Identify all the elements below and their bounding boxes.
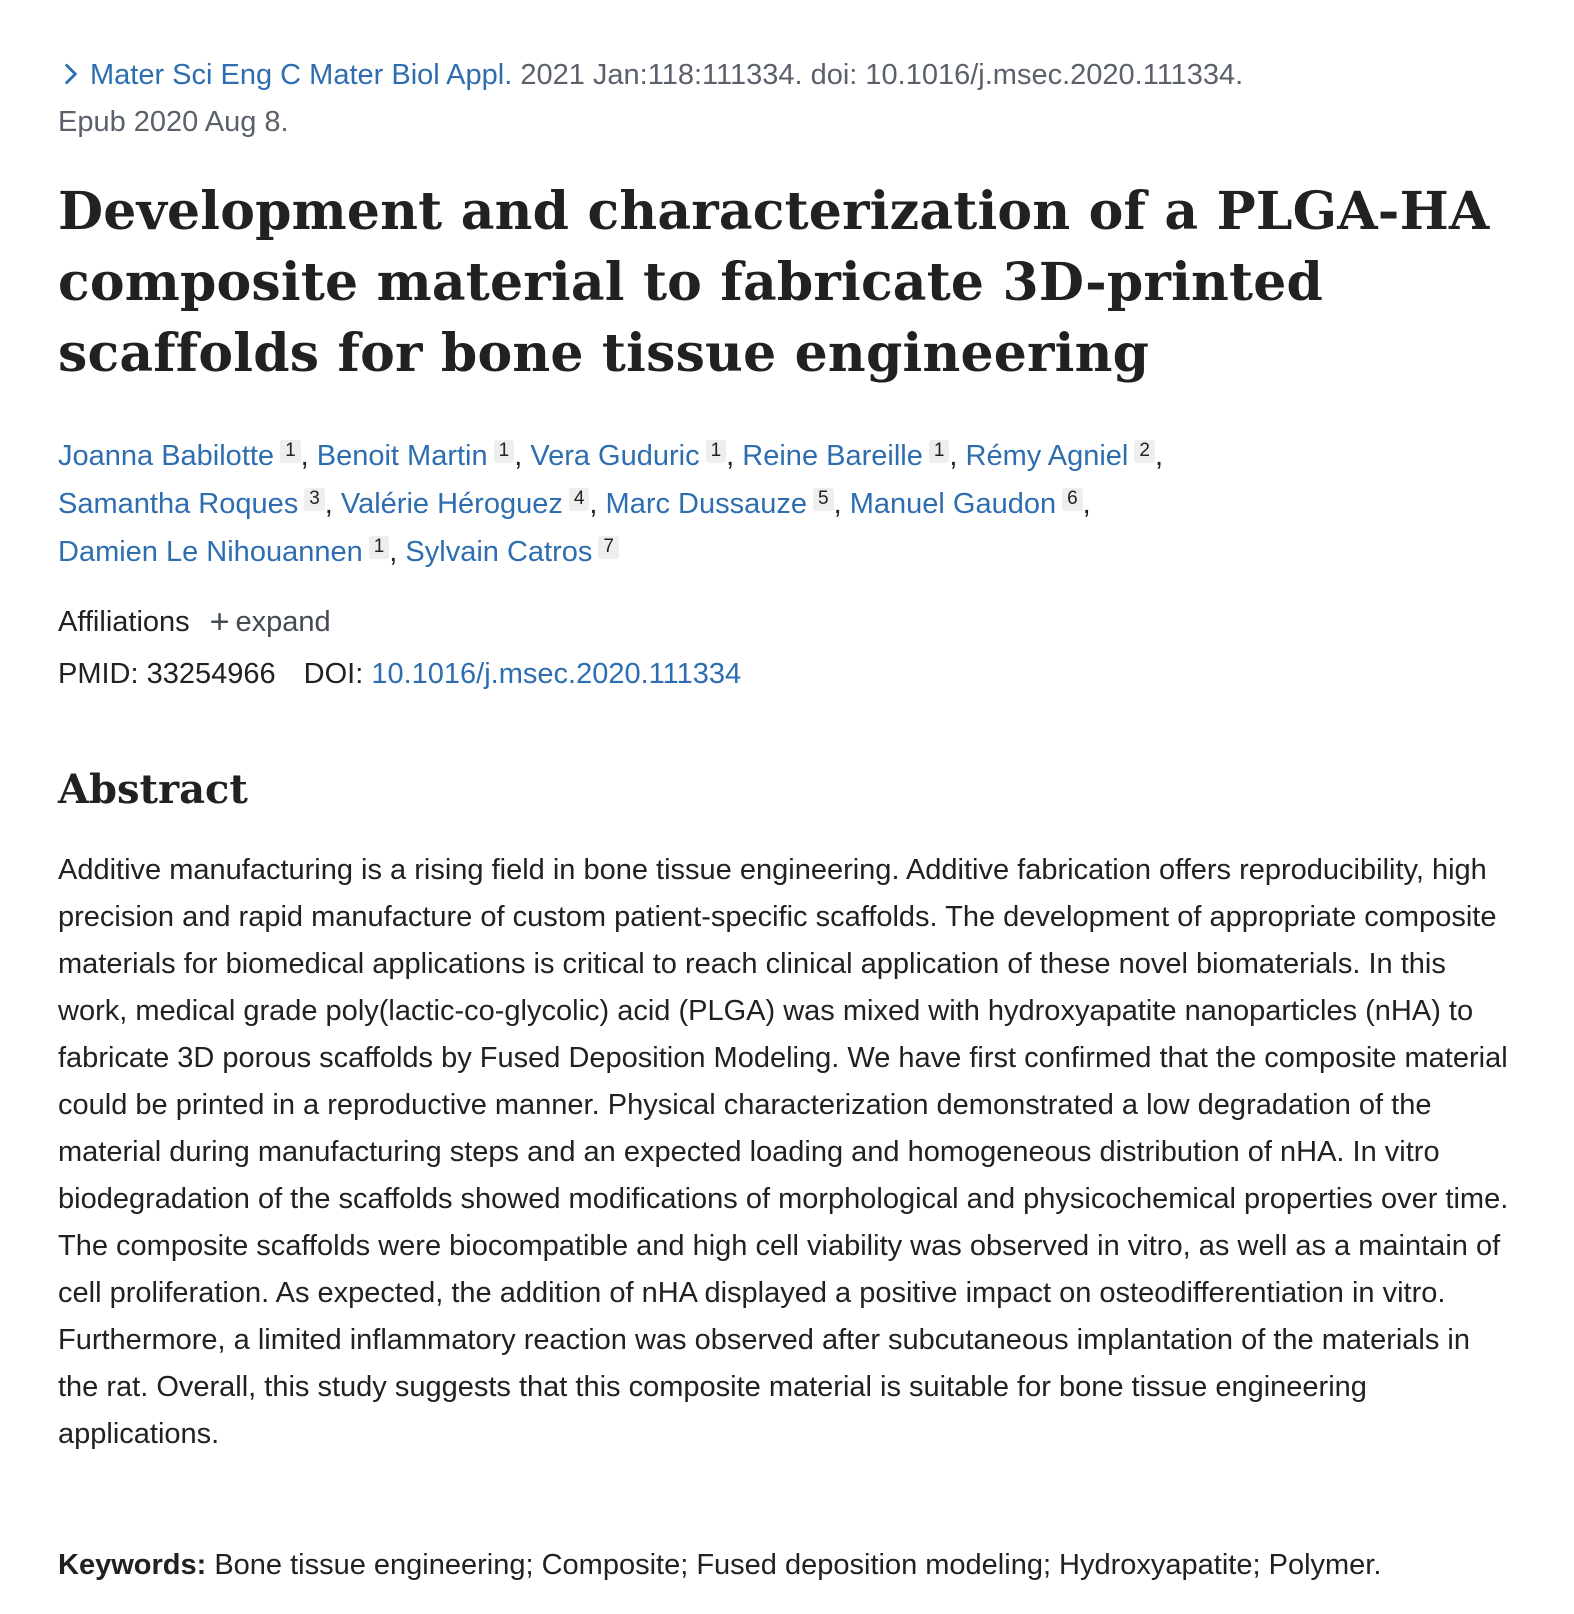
keywords-text: Bone tissue engineering; Composite; Fused deposition modeling; Hydroxyapatite; Polymer. [206,1549,1382,1581]
author-link[interactable]: Manuel Gaudon [849,488,1057,520]
author-list [58,432,1518,576]
epub-date: Epub 2020 Aug 8. [58,106,289,138]
author-item: Joanna Babilotte 1 , [58,440,317,472]
author-item: Rémy Agniel 2 , [965,440,1163,472]
journal-link[interactable]: Mater Sci Eng C Mater Biol Appl. [90,59,513,91]
author-item: Reine Bareille 1 , [742,440,966,472]
affiliation-number[interactable]: 1 [280,440,301,463]
author-link[interactable]: Vera Guduric [530,440,700,472]
article-title: Development and characterization of a PLGA-HA composite material to fabricate 3D-printed scaffolds for bone tissue engineering [58,181,1490,384]
identifiers-row [58,654,741,694]
author-item: Damien Le Nihouannen 1 , [58,536,406,568]
affiliation-number[interactable]: 2 [1134,440,1155,463]
author-link[interactable]: Joanna Babilotte [58,440,275,472]
affiliation-number[interactable]: 3 [304,488,325,511]
author-item: Valérie Héroguez 4 , [340,488,606,520]
author-link[interactable]: Benoit Martin [316,440,488,472]
author-link[interactable]: Marc Dussauze [605,488,808,520]
author-link[interactable]: Reine Bareille [742,440,923,472]
author-item: Benoit Martin 1 , [316,440,531,472]
affiliation-number[interactable]: 6 [1062,488,1083,511]
author-link[interactable]: Rémy Agniel [965,440,1129,472]
keywords [58,1542,1518,1589]
author-item: Marc Dussauze 5 , [605,488,850,520]
affiliations-label: Affiliations [58,606,190,638]
author-link[interactable]: Valérie Héroguez [340,488,563,520]
pmid-value: 33254966 [146,658,276,690]
affiliation-number[interactable]: 7 [598,536,619,559]
abstract-text: Additive manufacturing is a rising field in bone tissue engineering. Additive fabrication offers reproducibility, high precision and rapid manufacture of custom patient-specific scaffolds. The development of appropriate composite materials for biomedical applications is critical to reach clinical application of these novel biomaterials. In this work, medical grade poly(lactic-co-glycolic) acid (PLGA) was mixed with hydroxyapatite nanoparticles (nHA) to fabricate 3D porous scaffolds by Fused Deposition Modeling. We have first confirmed that the composite material could be printed in a reproductive manner. Physical characterization demonstrated a low degradation of the material during manufacturing steps and an expected loading and homogeneous distribution of nHA. In vitro biodegradation of the scaffolds showed modifications of morphological and physicochemical properties over time. The composite scaffolds were biocompatible and high cell viability was observed in vitro, as well as a maintain of cell proliferation. As expected, the addition of nHA displayed a positive impact on osteodifferentiation in vitro. Furthermore, a limited inflammatory reaction was observed after subcutaneous implantation of the materials in the rat. Overall, this study suggests that this composite material is suitable for bone tissue engineering applications. [58,854,1509,1450]
author-item: Manuel Gaudon 6 , [849,488,1091,520]
affiliations-row [58,602,331,642]
pmid-label: PMID: [58,658,139,690]
author-link[interactable]: Samantha Roques [58,488,299,520]
expand-label: expand [235,606,331,638]
affiliation-number[interactable]: 4 [569,488,590,511]
affiliation-number[interactable]: 5 [813,488,834,511]
citation [58,52,1518,146]
doi-link[interactable]: 10.1016/j.msec.2020.111334 [371,658,742,690]
author-link[interactable]: Sylvain Catros [405,536,593,568]
plus-icon: + [209,603,230,641]
chevron-right-icon[interactable] [58,61,84,87]
affiliation-number[interactable]: 1 [494,440,515,463]
doi-label: DOI: [303,658,364,690]
author-item: Vera Guduric 1 , [530,440,743,472]
keywords-label: Keywords: [58,1549,207,1581]
expand-affiliations-button[interactable] [210,602,331,642]
citation-details: 2021 Jan:118:111334. doi: 10.1016/j.msec.2020.111334. [512,59,1244,91]
author-item: Samantha Roques 3 , [58,488,341,520]
affiliation-number[interactable]: 1 [369,536,390,559]
affiliation-number[interactable]: 1 [706,440,727,463]
affiliation-number[interactable]: 1 [929,440,950,463]
author-item [405,536,619,568]
abstract-heading: Abstract [58,766,248,813]
author-link[interactable]: Damien Le Nihouannen [58,536,363,568]
